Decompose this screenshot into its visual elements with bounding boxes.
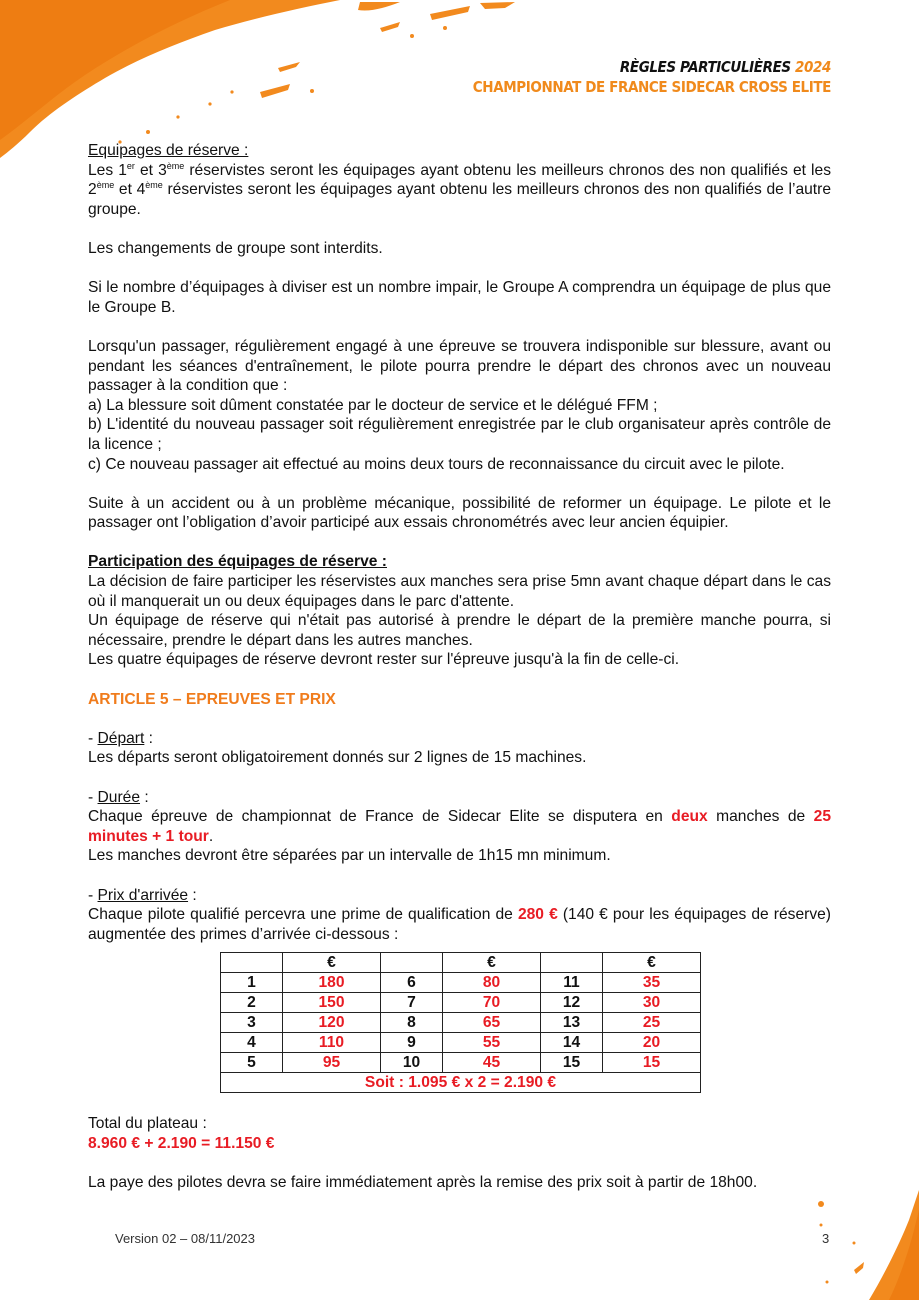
text-segment: . <box>208 827 214 845</box>
table-row <box>221 1033 701 1053</box>
participation-p2: Un équipage de réserve qui n'était pas autorisé à prendre le départ de la première manche pourra, si nécessaire, prendre le départ dans les autres manches. <box>88 612 831 649</box>
text-segment: Chaque pilote qualifié percevra une prime de qualification de <box>88 906 518 924</box>
accident-paragraph: Suite à un accident ou à un problème mécanique, possibilité de reformer un équipage. Le pilote et le passager ont l’obligation d’avoir participé aux essais chronométrés avec leur ancien équipier. <box>88 494 831 532</box>
duree-label-text: Durée <box>97 788 141 806</box>
text-segment: et 4 <box>114 181 146 199</box>
prize-cell: 55 <box>443 1033 541 1053</box>
text-segment: (140 € pour les équipages de réserve) augmentée des primes d’arrivée ci-dessous : <box>88 906 831 943</box>
superscript: ème <box>166 160 185 171</box>
header-subtitle: CHAMPIONNAT DE FRANCE SIDECAR CROSS ELITE <box>472 78 831 96</box>
colon: : <box>188 886 197 904</box>
page-number: 3 <box>822 1231 830 1246</box>
prize-cell: 80 <box>443 973 541 993</box>
rank-cell: 1 <box>221 973 283 993</box>
total-value: 8.960 € + 2.190 = 11.150 € <box>88 1134 275 1152</box>
condition-b: b) L'identité du nouveau passager soit régulièrement enregistrée par le club organisateur après contrôle de la licence ; <box>88 416 831 453</box>
orange-brush-decoration-bottom <box>759 1190 919 1300</box>
dash: - <box>88 886 98 904</box>
prize-table <box>220 952 701 1093</box>
participation-p1: La décision de faire participer les réservistes aux manches sera prise 5mn avant chaque départ dans le cas où il manquerait un ou deux équipages dans le parc d'attente. <box>88 573 831 610</box>
table-row <box>221 973 701 993</box>
table-row <box>221 1013 701 1033</box>
prix-label <box>88 886 831 906</box>
prize-cell: 180 <box>283 973 381 993</box>
text-segment: Les 1 <box>88 161 127 179</box>
table-row <box>221 1053 701 1073</box>
header-cell <box>541 953 603 973</box>
condition-c: c) Ce nouveau passager ait effectué au moins deux tours de reconnaissance du circuit avec le pilote. <box>88 455 785 473</box>
superscript: ème <box>96 180 115 191</box>
text-segment: Chaque épreuve de championnat de France de Sidecar Elite se disputera en <box>88 808 672 826</box>
duree-label <box>88 788 831 808</box>
prix-label-text: Prix d'arrivée <box>97 886 189 904</box>
superscript: er <box>126 160 135 171</box>
table-row <box>221 993 701 1013</box>
total-label: Total du plateau : <box>88 1115 207 1133</box>
dash: - <box>88 729 98 747</box>
odd-number-paragraph: Si le nombre d’équipages à diviser est un nombre impair, le Groupe A comprendra un équipage de plus que le Groupe B. <box>88 279 831 316</box>
group-change-paragraph: Les changements de groupe sont interdits. <box>88 239 383 257</box>
participation-heading <box>88 552 831 572</box>
highlight-deux: deux <box>671 808 708 826</box>
rank-cell: 13 <box>541 1013 603 1033</box>
prize-cell: 150 <box>283 993 381 1013</box>
highlight-duration: 25 minutes + 1 tour <box>88 808 832 845</box>
currency-header: € <box>283 953 381 973</box>
colon: : <box>140 788 149 806</box>
reserve-heading-text: Equipages de réserve : <box>88 142 249 159</box>
passenger-paragraph: Lorsqu'un passager, régulièrement engagé à une épreuve se trouvera indisponible sur blessure, avant ou pendant les séances d'entraînement, le pilote pourra prendre le départ des chronos avec un nouveau passager à la condition que : <box>88 337 831 395</box>
currency-header: € <box>443 953 541 973</box>
table-total-row <box>221 1073 701 1093</box>
document-header <box>473 57 831 97</box>
rank-cell: 7 <box>381 993 443 1013</box>
rank-cell: 3 <box>221 1013 283 1033</box>
footer-version: Version 02 – 08/11/2023 <box>115 1231 255 1246</box>
header-title-text: RÈGLES PARTICULIÈRES <box>619 58 791 76</box>
rank-cell: 14 <box>541 1033 603 1053</box>
prize-cell: 35 <box>603 973 701 993</box>
rank-cell: 4 <box>221 1033 283 1053</box>
superscript: ème <box>145 180 163 191</box>
depart-label-text: Départ <box>97 729 145 747</box>
rank-cell: 11 <box>541 973 603 993</box>
prize-cell: 65 <box>443 1013 541 1033</box>
table-header-row <box>221 953 701 973</box>
duree-text-2: Les manches devront être séparées par un intervalle de 1h15 mn minimum. <box>88 847 611 865</box>
depart-label <box>88 729 831 749</box>
prize-cell: 20 <box>603 1033 701 1053</box>
text-segment: réservistes seront les équipages ayant obtenu les meilleurs chronos des non qualifiés et les 2 <box>88 161 831 199</box>
prix-text <box>88 905 831 944</box>
rank-cell: 9 <box>381 1033 443 1053</box>
currency-header: € <box>603 953 701 973</box>
condition-a: a) La blessure soit dûment constatée par le docteur de service et le délégué FFM ; <box>88 396 658 414</box>
prize-cell: 95 <box>283 1053 381 1073</box>
rank-cell: 15 <box>541 1053 603 1073</box>
payment-paragraph: La paye des pilotes devra se faire immédiatement après la remise des prix soit à partir de 18h00. <box>88 1174 758 1192</box>
duree-text <box>88 807 831 846</box>
header-cell <box>381 953 443 973</box>
text-segment: réservistes seront les équipages ayant obtenu les meilleurs chronos des non qualifiés de l’autre groupe. <box>88 181 831 218</box>
rank-cell: 5 <box>221 1053 283 1073</box>
participation-p3: Les quatre équipages de réserve devront rester sur l'épreuve jusqu'à la fin de celle-ci. <box>88 651 680 669</box>
colon: : <box>144 729 154 747</box>
rank-cell: 2 <box>221 993 283 1013</box>
prize-cell: 30 <box>603 993 701 1013</box>
depart-text: Les départs seront obligatoirement donnés sur 2 lignes de 15 machines. <box>88 749 587 767</box>
prize-cell: 120 <box>283 1013 381 1033</box>
rank-cell: 8 <box>381 1013 443 1033</box>
text-segment: manches de <box>707 808 814 826</box>
article-5-title: ARTICLE 5 – EPREUVES ET PRIX <box>88 690 336 708</box>
prize-cell: 45 <box>443 1053 541 1073</box>
prize-cell: 110 <box>283 1033 381 1053</box>
reserve-heading <box>88 141 831 161</box>
dash: - <box>88 788 98 806</box>
prize-cell: 70 <box>443 993 541 1013</box>
rank-cell: 6 <box>381 973 443 993</box>
prize-cell: 25 <box>603 1013 701 1033</box>
header-cell <box>221 953 283 973</box>
reserve-paragraph <box>88 161 831 220</box>
page-content <box>88 141 831 1193</box>
text-segment: et 3 <box>134 161 167 179</box>
header-year: 2024 <box>795 58 831 76</box>
highlight-prize: 280 € <box>517 906 558 924</box>
rank-cell: 12 <box>541 993 603 1013</box>
participation-heading-text: Participation des équipages de réserve : <box>88 553 387 571</box>
table-total-cell: Soit : 1.095 € x 2 = 2.190 € <box>221 1073 701 1093</box>
rank-cell: 10 <box>381 1053 443 1073</box>
header-title <box>473 57 831 77</box>
prize-cell: 15 <box>603 1053 701 1073</box>
